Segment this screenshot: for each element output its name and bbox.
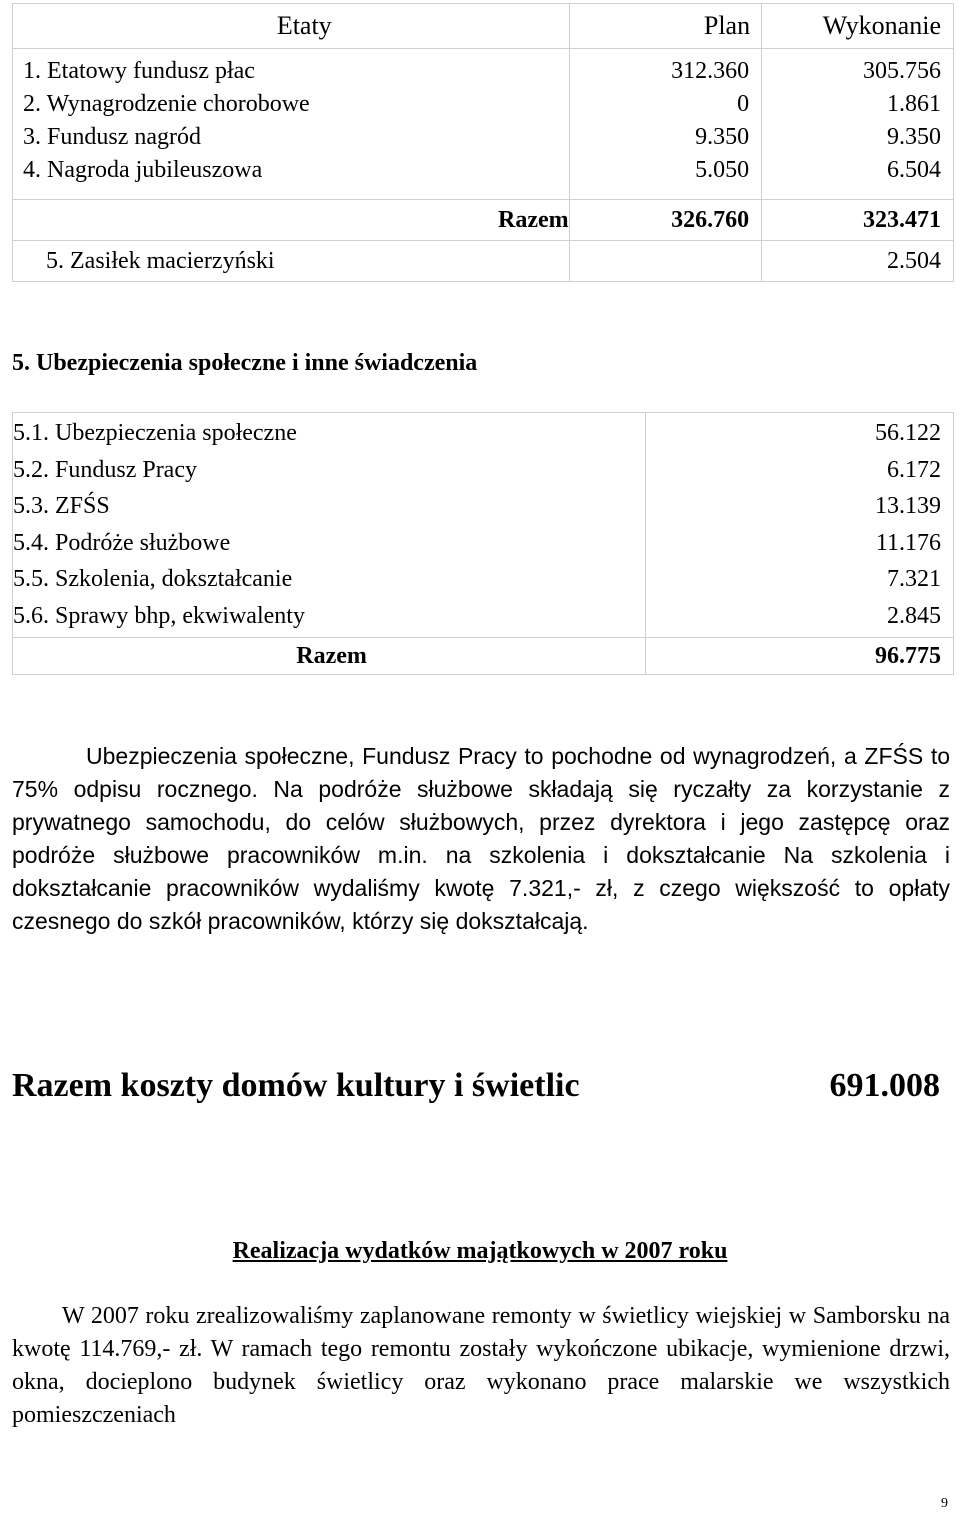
insurance-table [12, 412, 954, 675]
paragraph-text: W 2007 roku zrealizowaliśmy zaplanowane remonty w świetlicy wiejskiej w Samborsku na kwotę 114.769,- zł. W ramach tego remontu zostały wykończone ubikacje, wymienione drzwi, okna, docieplono budynek świetlicy oraz wykonano prace malarskie we wszystkich pomieszczeniach [12, 1303, 950, 1428]
row-label: 5.1. Ubezpieczenia społeczne [13, 420, 297, 446]
table-total-row [13, 637, 954, 674]
wykonanie-value: 305.756 [863, 58, 941, 84]
total-wykonanie: 323.471 [762, 200, 954, 241]
row-label: 5.3. ZFŚS [13, 493, 110, 520]
maternity-plan-empty [569, 241, 761, 282]
grand-total [12, 1064, 952, 1108]
maternity-row [13, 241, 954, 282]
paragraph-text: Ubezpieczenia społeczne, Fundusz Pracy to pochodne od wynagrodzeń, a ZFŚS to 75% odpisu rocznego. Na podróże służbowe składają się ryczałty za korzystanie z prywatnego samochodu, do celów służbowych, przez dyrektora i jego zastępcę oraz podróże służbowe pracowników m.in. na szkolenia i dokształcanie Na szkolenia i dokształcanie pracowników wydaliśmy kwotę 7.321,- zł, z czego większość to opłaty czesnego do szkół pracowników, którzy się dokształcają. [12, 743, 950, 934]
plan-value: 5.050 [695, 157, 750, 183]
maternity-label: 5. Zasiłek macierzyński [13, 241, 570, 282]
row-label: 4. Nagroda jubileuszowa [23, 157, 263, 183]
row-values-cell [645, 413, 953, 638]
wykonanie-value: 1.861 [887, 91, 941, 117]
header-wykonanie: Wykonanie [762, 4, 954, 49]
row-value: 11.176 [875, 529, 941, 556]
row-label: 5.2. Fundusz Pracy [13, 456, 197, 483]
insurance-paragraph [12, 740, 950, 938]
total-label: Razem [13, 637, 646, 674]
header-etaty: Etaty [13, 4, 570, 49]
row-label: 5.4. Podróże służbowe [13, 529, 231, 556]
page-number: 9 [941, 1496, 948, 1511]
table-body-row [13, 413, 954, 638]
row-label: 1. Etatowy fundusz płac [23, 58, 255, 84]
plan-value: 312.360 [671, 58, 750, 84]
table-body-row [13, 49, 954, 200]
table-header-row [13, 4, 954, 49]
plan-value: 0 [737, 91, 750, 117]
investment-paragraph [12, 1300, 950, 1432]
row-value: 56.122 [875, 420, 941, 446]
row-label: 3. Fundusz nagród [23, 124, 201, 150]
staff-costs-table [12, 3, 954, 282]
row-labels-cell [13, 49, 570, 200]
maternity-value: 2.504 [762, 241, 954, 282]
plan-values-cell [569, 49, 761, 200]
header-plan: Plan [569, 4, 761, 49]
row-label: 2. Wynagrodzenie chorobowe [23, 91, 310, 117]
investment-heading: Realizacja wydatków majątkowych w 2007 roku [232, 1238, 728, 1264]
table-total-row [13, 200, 954, 241]
total-value: 96.775 [645, 637, 953, 674]
wykonanie-values-cell [762, 49, 954, 200]
row-label: 5.6. Sprawy bhp, ekwiwalenty [13, 602, 305, 629]
row-value: 6.172 [887, 456, 941, 483]
plan-value: 9.350 [695, 124, 750, 150]
row-value: 13.139 [875, 493, 941, 520]
total-plan: 326.760 [569, 200, 761, 241]
section-title: 5. Ubezpieczenia społeczne i inne świadczenia [12, 350, 478, 376]
row-labels-cell [13, 413, 646, 638]
wykonanie-value: 6.504 [887, 157, 941, 183]
wykonanie-value: 9.350 [887, 124, 941, 150]
grand-total-value: 691.008 [829, 1067, 940, 1104]
row-label: 5.5. Szkolenia, dokształcanie [13, 566, 293, 593]
total-label: Razem [13, 200, 570, 241]
grand-total-label: Razem koszty domów kultury i świetlic [12, 1067, 580, 1104]
row-value: 2.845 [887, 602, 941, 629]
row-value: 7.321 [887, 566, 941, 593]
